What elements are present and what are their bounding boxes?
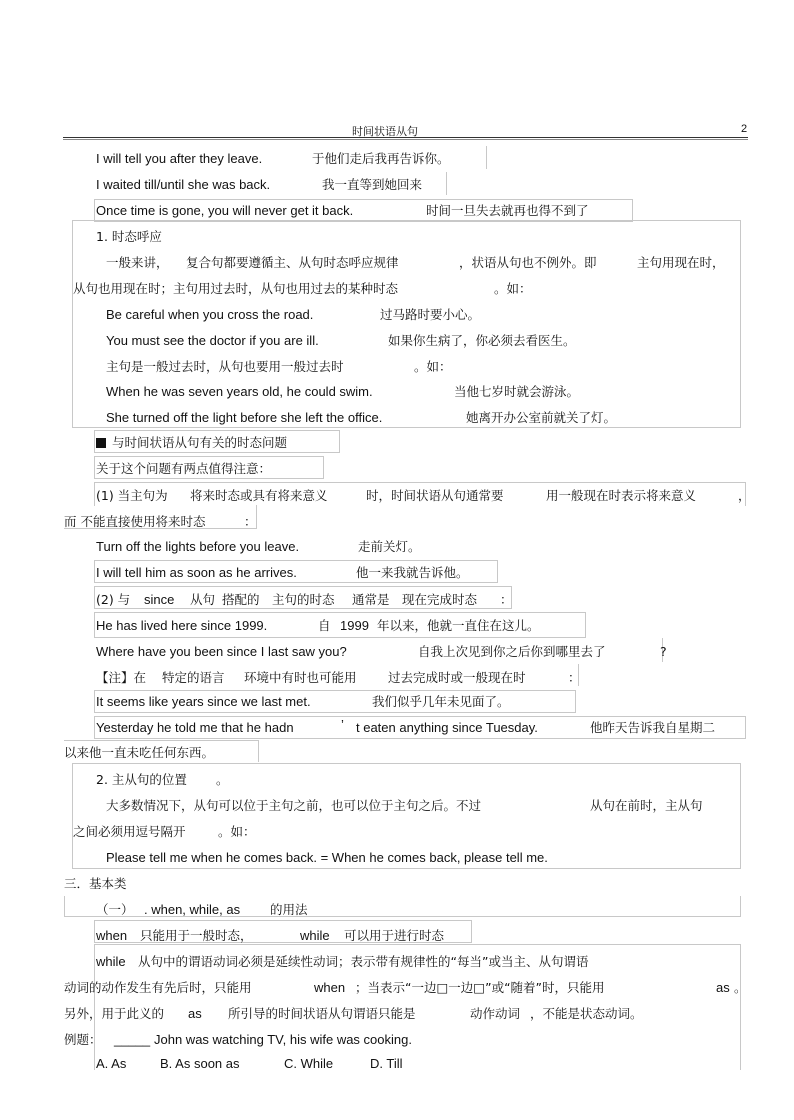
paragraph-text: 关于这个问题有两点值得注意： — [96, 461, 272, 476]
page-number: 2 — [741, 123, 748, 135]
paragraph-text: 搭配的 — [222, 592, 260, 607]
paragraph-text: 复合句都要遵循主、从句时态呼应规律 — [186, 255, 399, 270]
example-en: I will tell him as soon as he arrives. — [96, 565, 297, 580]
example-zh: 1999 — [340, 618, 369, 633]
example-en: When he was seven years old, he could swim. — [106, 384, 373, 399]
paragraph-text: 主句用现在时， — [637, 255, 725, 270]
example-en: You must see the doctor if you are ill. — [106, 333, 319, 348]
question-text: John was watching TV, his wife was cooking. — [154, 1032, 412, 1047]
example-zh: 年以来，他就一直住在这儿。 — [377, 618, 540, 633]
note-text: 【注】在 — [96, 670, 147, 685]
paragraph-text: 大多数情况下，从句可以位于主句之前，也可以位于主句之后。不过 — [106, 798, 482, 813]
option-a[interactable]: A. As — [96, 1056, 127, 1071]
example-zh: 自 — [318, 618, 331, 633]
paragraph-text: 从句中的谓语动词必须是延续性动词；表示带有规律性的“每当”或当主、从句谓语 — [138, 954, 589, 969]
example-zh: ? — [660, 644, 667, 659]
header-rule — [63, 137, 748, 138]
example-zh: 当他七岁时就会游泳。 — [454, 384, 580, 399]
paragraph-text: ，状语从句也不例外。即 — [459, 255, 597, 270]
example-en: Where have you been since I last saw you? — [96, 644, 347, 659]
paragraph-text: 用一般现在时表示将来意义 — [546, 488, 697, 503]
example-en: She turned off the light before she left the office. — [106, 410, 383, 425]
paragraph-text: 而 不能直接使用将来时态 — [64, 514, 206, 529]
paragraph-text: 现在完成时态 — [402, 592, 478, 607]
page-header-title: 时间状语从句 — [352, 125, 418, 138]
example-zh: 走前关灯。 — [358, 539, 421, 554]
paragraph-text: 主句的时态 — [272, 592, 335, 607]
example-en: He has lived here since 1999. — [96, 618, 268, 633]
note-text: 过去完成时或一般现在时 — [388, 670, 526, 685]
header-rule-thin — [63, 139, 748, 140]
example-en: ’ — [341, 717, 344, 732]
example-zh: 时间一旦失去就再也得不到了 — [426, 203, 589, 218]
section-heading: 1. 时态呼应 — [96, 229, 162, 244]
example-en: It seems like years since we last met. — [96, 694, 311, 709]
keyword: when — [314, 980, 346, 995]
paragraph-text: 时，时间状语从句通常要 — [366, 488, 504, 503]
paragraph-text: 。 — [734, 980, 747, 995]
keyword: as — [716, 980, 730, 995]
keyword: while — [96, 954, 126, 969]
example-zh: 我们似乎几年未见面了。 — [372, 694, 510, 709]
paragraph-text: 从句 — [190, 592, 216, 607]
note-text: 特定的语言 — [162, 670, 225, 685]
subsection-heading: . when, while, as — [144, 902, 241, 917]
keyword: when — [96, 928, 128, 943]
subsection-heading-text: 与时间状语从句有关的时态问题 — [112, 435, 288, 450]
paragraph-text: since — [144, 592, 175, 607]
paragraph-text: 。如： — [414, 359, 452, 374]
note-text: 环境中有时也可能用 — [244, 670, 357, 685]
section-heading: 2. 主从句的位置 — [96, 772, 187, 787]
keyword: as — [188, 1006, 202, 1021]
example-zh: 他一来我就告诉他。 — [356, 565, 469, 580]
paragraph-text: 主句是一般过去时，从句也要用一般过去时 — [106, 359, 344, 374]
section-heading: 三．基本类 — [64, 876, 127, 891]
option-c[interactable]: C. While — [284, 1056, 334, 1071]
paragraph-text: 。如： — [218, 824, 256, 839]
paragraph-text: ： — [244, 514, 257, 529]
paragraph-text: 可以用于进行时态 — [344, 928, 445, 943]
example-zh: 以来他一直未吃任何东西。 — [64, 745, 215, 760]
example-en: Turn off the lights before you leave. — [96, 539, 300, 554]
paragraph-text: (1) 当主句为 — [96, 488, 168, 503]
paragraph-text: 一般来讲， — [106, 255, 169, 270]
example-zh: 过马路时要小心。 — [380, 307, 481, 322]
paragraph-text: 通常是 — [352, 592, 390, 607]
example-en: Once time is gone, you will never get it back. — [96, 203, 354, 218]
paragraph-text: 之间必须用逗号隔开 — [73, 824, 186, 839]
example-label: 例题： — [64, 1032, 102, 1047]
subsection-heading: （一） — [96, 902, 134, 917]
answer-blank[interactable]: _____ — [114, 1032, 151, 1047]
paragraph-text: 从句在前时，主从句 — [590, 798, 703, 813]
keyword: while — [300, 928, 330, 943]
subsection-heading: 的用法 — [270, 902, 308, 917]
example-zh: 自我上次见到你之后你到哪里去了 — [418, 644, 606, 659]
paragraph-text: 从句也用现在时；主句用过去时，从句也用过去的某种时态 — [73, 281, 399, 296]
example-zh: 于他们走后我再告诉你。 — [312, 151, 450, 166]
paragraph-text: ，不能是状态动词。 — [530, 1006, 643, 1021]
example-en: Yesterday he told me that he hadn — [96, 720, 294, 735]
example-en: I waited till/until she was back. — [96, 177, 271, 192]
paragraph-text: 另外，用于此义的 — [64, 1006, 165, 1021]
example-zh: 他昨天告诉我自星期二 — [590, 720, 716, 735]
example-en: I will tell you after they leave. — [96, 151, 263, 166]
note-text: ： — [568, 670, 581, 685]
paragraph-text: ；当表示“一边□一边□”或“随着”时，只能用 — [355, 980, 605, 995]
example-en: t eaten anything since Tuesday. — [356, 720, 538, 735]
paragraph-text: 将来时态或具有将来意义 — [190, 488, 328, 503]
example-zh: 如果你生病了，你必须去看医生。 — [388, 333, 576, 348]
black-square-icon — [96, 438, 106, 448]
example-zh: 我一直等到她回来 — [322, 177, 423, 192]
paragraph-text: ： — [500, 592, 513, 607]
paragraph-text: ， — [738, 488, 751, 503]
paragraph-text: 只能用于一般时态， — [140, 928, 253, 943]
paragraph-text: 所引导的时间状语从句谓语只能是 — [228, 1006, 416, 1021]
paragraph-text: 动作动词 — [470, 1006, 521, 1021]
paragraph-text: 。如： — [494, 281, 532, 296]
example-en: Be careful when you cross the road. — [106, 307, 314, 322]
section-heading: 。 — [216, 772, 229, 787]
example-zh: 她离开办公室前就关了灯。 — [466, 410, 617, 425]
example-en: Please tell me when he comes back. = When he comes back, please tell me. — [106, 850, 548, 865]
paragraph-text: 动词的动作发生有先后时，只能用 — [64, 980, 252, 995]
subsection-heading — [96, 435, 287, 451]
paragraph-text: (2) 与 — [96, 592, 131, 607]
option-d[interactable]: D. Till — [370, 1056, 403, 1071]
option-b[interactable]: B. As soon as — [160, 1056, 240, 1071]
